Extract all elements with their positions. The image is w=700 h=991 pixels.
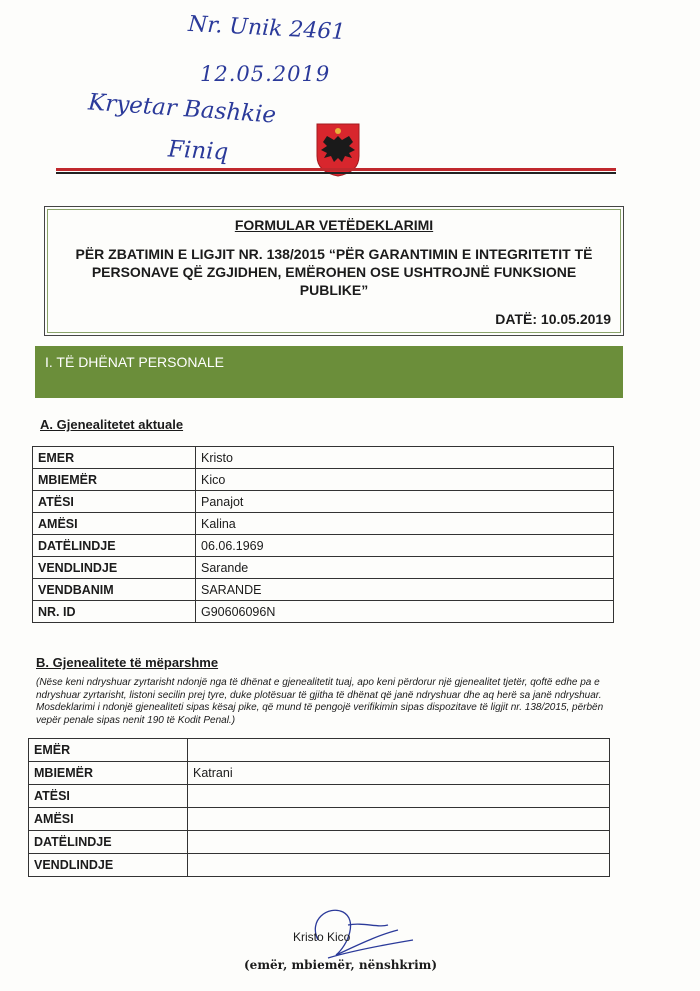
table-row (29, 785, 610, 808)
row-value: 06.06.1969 (196, 535, 614, 557)
row-label: EMER (33, 447, 196, 469)
row-label: DATËLINDJE (33, 535, 196, 557)
current-identity-table (32, 446, 614, 623)
row-value (188, 831, 610, 854)
current-identity-heading: A. Gjenealitetet aktuale (40, 417, 184, 432)
section-bar-personal-data (35, 346, 623, 398)
row-value: G90606096N (196, 601, 614, 623)
row-value (188, 808, 610, 831)
signature-caption: (emër, mbiemër, nënshkrim) (244, 958, 438, 972)
table-row (33, 557, 614, 579)
handwritten-reference-number: Nr. Unik 2461 (187, 11, 346, 46)
previous-identity-heading: B. Gjenealitete të mëparshme (36, 655, 219, 670)
header-red-rule (56, 168, 616, 171)
row-label: ATËSI (33, 491, 196, 513)
row-value: Katrani (188, 762, 610, 785)
table-row (29, 762, 610, 785)
table-row (33, 447, 614, 469)
row-value (188, 739, 610, 762)
row-label: DATËLINDJE (29, 831, 188, 854)
table-row (33, 513, 614, 535)
row-value: Kico (196, 469, 614, 491)
table-row (33, 601, 614, 623)
table-row (33, 535, 614, 557)
form-header-box (44, 206, 624, 336)
table-row (29, 854, 610, 877)
section-title: I. TË DHËNAT PERSONALE (45, 354, 224, 370)
previous-identity-note: (Nëse keni ndryshuar zyrtarisht ndonjë nga të dhënat e gjenealitetit tuaj, apo keni përdorur një gjenealitet tjetër, qoftë edhe pa e ndryshuar zyrtarisht, listoni secilin prej tyre, duke plotësuar të gjitha të dhënat që janë ndryshuar dhe aq herë sa janë ndryshuar. Mosdeklarimi i ndonjë gjenealiteti sipas kësaj pike, që mund të pengojë verifikimin sipas dispozitave të ligjit nr. 138/2015, përbën vepër penale sipas nenit 190 të Kodit Penal.) (36, 677, 604, 726)
row-label: ATËSI (29, 785, 188, 808)
row-value: SARANDE (196, 579, 614, 601)
handwritten-mayor-note: Kryetar Bashkie (87, 89, 277, 129)
header-dark-rule (56, 172, 616, 174)
row-value (188, 785, 610, 808)
table-row (33, 491, 614, 513)
row-label: AMËSI (29, 808, 188, 831)
row-value (188, 854, 610, 877)
signature-name: Kristo Kico (293, 930, 351, 944)
table-row (33, 469, 614, 491)
row-label: VENDBANIM (33, 579, 196, 601)
form-date: DATË: 10.05.2019 (495, 311, 611, 327)
form-title: FORMULAR VETËDEKLARIMI (234, 217, 434, 233)
table-row (29, 831, 610, 854)
row-label: AMËSI (33, 513, 196, 535)
row-label: MBIEMËR (29, 762, 188, 785)
table-row (29, 808, 610, 831)
row-label: NR. ID (33, 601, 196, 623)
row-label: MBIEMËR (33, 469, 196, 491)
row-value: Sarande (196, 557, 614, 579)
handwritten-municipality-note: Finiq (167, 136, 229, 166)
row-value: Kristo (196, 447, 614, 469)
row-value: Panajot (196, 491, 614, 513)
row-label: VENDLINDJE (29, 854, 188, 877)
row-label: EMËR (29, 739, 188, 762)
form-subtitle: PËR ZBATIMIN E LIGJIT NR. 138/2015 “PËR GARANTIMIN E INTEGRITETIT TË PERSONAVE QË ZGJIDHEN, EMËROHEN OSE USHTROJNË FUNKSIONE PUBLIKE” (75, 246, 593, 298)
previous-identity-table (28, 738, 610, 877)
row-label: VENDLINDJE (33, 557, 196, 579)
table-row (33, 579, 614, 601)
table-row (29, 739, 610, 762)
handwritten-date: 12.05.2019 (200, 62, 331, 86)
row-value: Kalina (196, 513, 614, 535)
